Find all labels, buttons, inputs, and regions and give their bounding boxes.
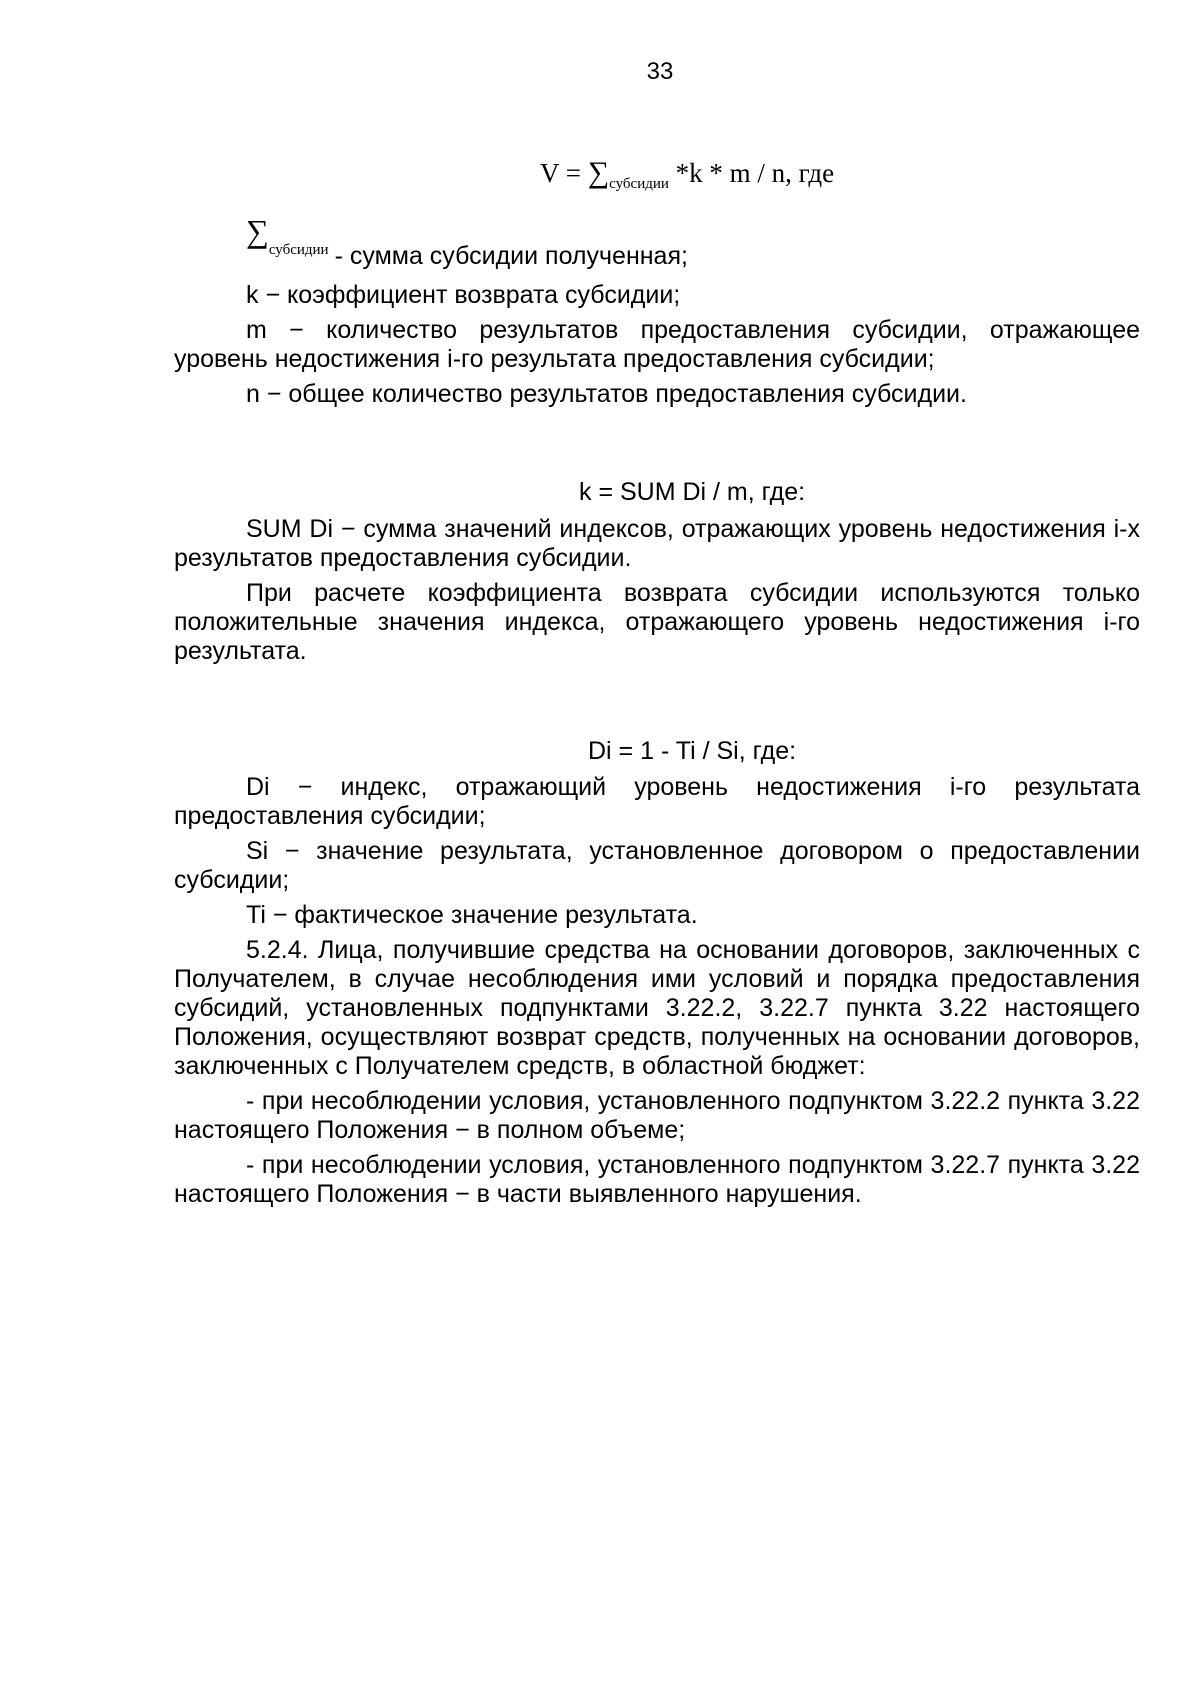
definition-si: Si − значение результата, установленное договором о предоставлении субсидии;	[174, 837, 1140, 894]
bullet-partial-return: - при несоблюдении условия, установленного подпунктом 3.22.7 пункта 3.22 настоящего Положения − в части выявленного нарушения.	[174, 1151, 1140, 1208]
sum-subscript: субсидии	[268, 242, 329, 258]
definition-di: Di − индекс, отражающий уровень недостижения i-го результата предоставления субсидии;	[174, 773, 1140, 830]
formula-v-subscript: субсидии	[609, 176, 669, 192]
formula-k-block	[174, 478, 1140, 666]
definition-k: k − коэффициент возврата субсидии;	[246, 281, 681, 309]
definition-m: m − количество результатов предоставления субсидии, отражающее уровень недостижения i-го результата предоставления субсидии;	[174, 316, 1140, 373]
definition-sum-di: SUM Di − сумма значений индексов, отражающих уровень недостижения i-х результатов предоставления субсидии.	[174, 515, 1140, 572]
formula-v-rest: *k * m / n, где	[668, 158, 835, 188]
formula-v-lhs: V =	[540, 158, 588, 188]
sigma-symbol: ∑	[587, 156, 610, 189]
definitions-v	[174, 281, 1140, 409]
definition-ti: Ti − фактическое значение результата.	[246, 901, 698, 929]
formula-k: k = SUM Di / m, где:	[579, 478, 806, 506]
definition-n: n − общее количество результатов предоставления субсидии.	[246, 380, 967, 408]
sum-definition-text: - сумма субсидии полученная;	[334, 242, 688, 270]
page-number: 33	[646, 58, 674, 85]
sigma-symbol: ∑	[246, 213, 269, 249]
section-5-2-4: 5.2.4. Лица, получившие средства на основании договоров, заключенных с Получателем, в случае несоблюдения ими условий и порядка предоставления субсидий, установленных подпунктами 3.22.2, 3.22.7 пункта 3.22 настоящего Положения, осуществляют возврат средств, полученных на основании договоров, заключенных с Получателем средств, в областной бюджет:	[174, 936, 1140, 1080]
formula-di: Di = 1 - Ti / Si, где:	[588, 737, 797, 765]
formula-di-block	[174, 737, 1140, 1209]
note-positive-values: При расчете коэффициента возврата субсидии используются только положительные значения индекса, отражающего уровень недостижения i-го результата.	[174, 579, 1140, 665]
bullet-full-return: - при несоблюдении условия, установленного подпунктом 3.22.2 пункта 3.22 настоящего Положения − в полном объеме;	[174, 1087, 1140, 1144]
sum-definition	[246, 213, 688, 270]
